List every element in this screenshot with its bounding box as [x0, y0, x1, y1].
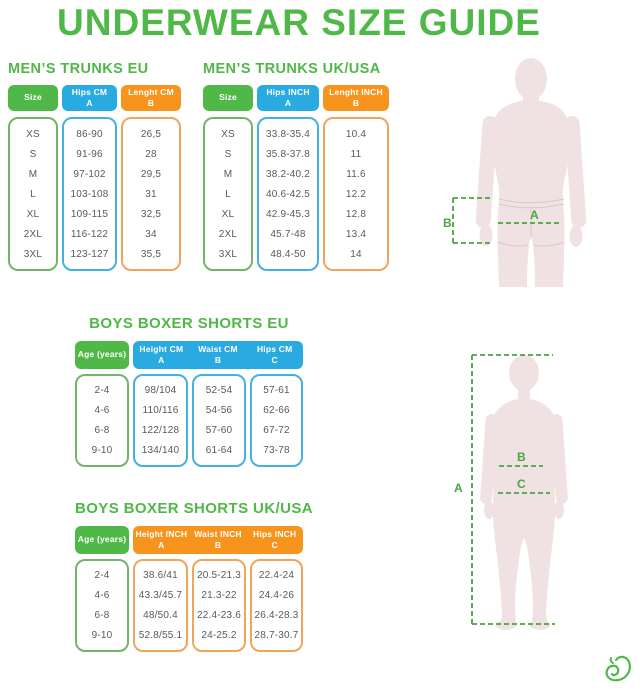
table	[8, 85, 181, 271]
page-title: UNDERWEAR SIZE GUIDE	[57, 2, 541, 43]
boys-boxer-eu-section	[75, 315, 303, 467]
column-header-label: Hips INCH	[253, 528, 297, 539]
table-cell: 42.9-45.3	[265, 208, 311, 220]
table-cell: 52.8/55.1	[138, 629, 183, 641]
boys-boxer-ukusa-section	[75, 500, 313, 652]
table-cell: 38.2-40.2	[265, 168, 311, 180]
table-column-values	[250, 374, 303, 467]
table-column-height	[133, 559, 188, 652]
column-header-label: Size	[24, 92, 42, 103]
table-column-waist	[192, 559, 246, 652]
table-cell: 61-64	[205, 444, 233, 456]
table-cell: 24-25.2	[201, 629, 237, 641]
table-cell: 48/50.4	[143, 609, 178, 621]
table-cell: 6-8	[94, 609, 110, 621]
column-header-sub: C	[271, 540, 278, 550]
table-cell: 24.4-26	[258, 590, 295, 602]
table-cell: 48.4-50	[270, 248, 306, 260]
table-cell: 13.4	[345, 228, 367, 240]
table-cell: L	[30, 188, 36, 200]
mens-trunks-ukusa-section	[203, 61, 389, 271]
table-cell: 110/116	[142, 405, 179, 417]
mens-trunks-eu-section	[8, 61, 181, 271]
table-cell: 134/140	[141, 444, 180, 456]
table-column-values	[8, 117, 58, 271]
column-header-label: Waist CM	[198, 343, 238, 354]
table-cell: S	[224, 148, 232, 160]
table-cell: 3XL	[23, 248, 43, 260]
table-cell: 57-60	[205, 424, 233, 436]
table-cell: 2XL	[23, 228, 43, 240]
table-cell: 20.5-21.3	[196, 570, 242, 582]
table	[203, 85, 389, 271]
table-cell: 103-108	[70, 188, 109, 200]
table-column-height	[133, 374, 188, 467]
table-cell: 62-66	[263, 405, 290, 417]
table-column-values	[203, 117, 253, 271]
column-header-height-inch	[133, 526, 190, 554]
table-cell: 6-8	[94, 424, 110, 436]
table-column-age	[75, 374, 129, 467]
column-header-waist-cm	[190, 341, 247, 369]
column-header-label: Age (years)	[77, 534, 127, 545]
section-heading: BOYS BOXER SHORTS UK/USA	[75, 500, 313, 517]
table-cell: 97-102	[73, 168, 106, 180]
table-cell: 98/104	[144, 385, 177, 397]
table-cell: 22.4-23.6	[196, 609, 242, 621]
table-cell: 40.6-42.5	[265, 188, 311, 200]
table-column-values	[133, 559, 188, 652]
table-column-values	[323, 117, 389, 271]
table-cell: 45.7-48	[270, 228, 306, 240]
table-cell: 3XL	[218, 248, 238, 260]
table-cell: 54-56	[205, 405, 233, 417]
table-header-row	[75, 341, 303, 369]
table-cell: 12.8	[345, 208, 367, 220]
column-header-lenght-cm	[121, 85, 181, 111]
column-header-sub: A	[158, 540, 165, 550]
man-silhouette-figure	[440, 52, 640, 287]
table-column-hips	[250, 559, 303, 652]
table-column-size	[8, 85, 58, 271]
table-cell: 4-6	[94, 405, 110, 417]
table-cell: 122/128	[141, 424, 180, 436]
table-column-values	[75, 374, 129, 467]
column-header-hips-inch	[257, 85, 319, 111]
column-header-waist-inch	[190, 526, 247, 554]
table-cell: 28.7-30.7	[254, 629, 299, 641]
column-header-sub: B	[214, 540, 222, 550]
table-column-length	[121, 85, 181, 271]
table-cell: 9-10	[91, 444, 113, 456]
table-cell: 28	[145, 148, 157, 160]
table-cell: 109-115	[70, 208, 109, 220]
column-header-sub: B	[214, 355, 222, 365]
column-header-label: Age (years)	[77, 349, 127, 360]
table-cell: 14	[350, 248, 362, 260]
table-cell: XS	[221, 128, 235, 140]
column-header-label: Height CM	[139, 343, 184, 354]
table-column-values	[75, 559, 129, 652]
table-cell: 73-78	[263, 444, 290, 456]
column-header-label: Size	[219, 92, 237, 103]
table-cell: 10.4	[345, 128, 367, 140]
table-cell: 2-4	[94, 570, 110, 582]
brand-logo-icon	[602, 654, 634, 684]
column-header-age	[75, 341, 129, 369]
table-cell: 11.6	[346, 168, 366, 180]
column-header-sub: A	[86, 98, 93, 108]
column-header-size	[8, 85, 58, 111]
table-column-values	[257, 117, 319, 271]
table-cell: XL	[221, 208, 235, 220]
column-header-group	[133, 341, 303, 369]
boy-measurement-figure	[440, 340, 630, 640]
column-header-hips-cm	[246, 341, 303, 369]
column-header-height-cm	[133, 341, 190, 369]
measurement-label-a: A	[530, 208, 539, 222]
table-cell: 123-127	[70, 248, 109, 260]
table-cell: 12.2	[345, 188, 367, 200]
table-column-hips	[257, 85, 319, 271]
column-header-sub: A	[284, 98, 292, 108]
table-cell: 35.8-37.8	[265, 148, 311, 160]
section-heading: BOYS BOXER SHORTS EU	[89, 315, 289, 332]
man-silhouette	[475, 58, 587, 287]
table-column-values	[121, 117, 181, 271]
table-column-values	[192, 559, 246, 652]
table-cell: 34	[145, 228, 157, 240]
table-cell: 52-54	[205, 385, 233, 397]
column-header-label: Height INCH	[135, 528, 188, 539]
column-header-sub: B	[147, 98, 155, 108]
table-column-length	[323, 85, 389, 271]
column-header-label: Lenght INCH	[329, 86, 383, 97]
column-header-label: Hips CM	[71, 86, 108, 97]
table-column-hips	[62, 85, 117, 271]
table-cell: 9-10	[91, 629, 113, 641]
column-header-hips-inch	[246, 526, 303, 554]
table-cell: 91-96	[76, 148, 103, 160]
table-cell: XL	[26, 208, 40, 220]
column-header-label: Hips INCH	[266, 86, 310, 97]
measurement-label-a: A	[454, 481, 463, 495]
table-column-waist	[192, 374, 246, 467]
table-cell: 35,5	[140, 248, 162, 260]
table-column-values	[192, 374, 246, 467]
table-cell: M	[28, 168, 38, 180]
column-header-sub: B	[352, 98, 360, 108]
table-cell: 31	[145, 188, 157, 200]
measurement-label-c: C	[517, 477, 526, 491]
table-cell: 22.4-24	[258, 570, 295, 582]
measurement-label-b: B	[517, 450, 526, 464]
measurement-label-b: B	[443, 216, 452, 230]
column-header-size	[203, 85, 253, 111]
table-cell: 26,5	[140, 128, 162, 140]
table-cell: 2-4	[94, 385, 110, 397]
table-column-values	[62, 117, 117, 271]
table-cell: 4-6	[94, 590, 110, 602]
table-cell: 32,5	[140, 208, 162, 220]
table-column-values	[133, 374, 188, 467]
column-header-age	[75, 526, 129, 554]
section-heading: MEN’S TRUNKS UK/USA	[203, 61, 381, 77]
table	[75, 374, 303, 467]
table-column-age	[75, 559, 129, 652]
section-heading: MEN’S TRUNKS EU	[8, 61, 149, 77]
man-measurement-figure	[440, 52, 640, 287]
table-cell: 21.3-22	[201, 590, 237, 602]
table-cell: S	[29, 148, 37, 160]
column-header-hips-cm	[62, 85, 117, 111]
column-header-label: Lenght CM	[128, 86, 174, 97]
table-cell: 26.4-28.3	[254, 609, 299, 621]
column-header-sub: C	[271, 355, 278, 365]
table-cell: XS	[26, 128, 40, 140]
table-cell: 86-90	[76, 128, 103, 140]
column-header-lenght-inch	[323, 85, 389, 111]
table-cell: 33.8-35.4	[265, 128, 311, 140]
table-cell: 116-122	[70, 228, 109, 240]
column-header-label: Waist INCH	[194, 528, 242, 539]
table-header-row	[75, 526, 303, 554]
table-cell: 57-61	[263, 385, 290, 397]
table-cell: 2XL	[218, 228, 238, 240]
column-header-label: Hips CM	[256, 343, 293, 354]
table-column-size	[203, 85, 253, 271]
boy-silhouette-figure	[440, 340, 630, 640]
table-cell: 38.6/41	[143, 570, 178, 582]
table-cell: 11	[350, 148, 362, 160]
table	[75, 559, 303, 652]
table-cell: 67-72	[263, 424, 290, 436]
column-header-sub: A	[158, 355, 165, 365]
table-cell: 43.3/45.7	[138, 590, 183, 602]
table-cell: L	[225, 188, 231, 200]
table-cell: M	[223, 168, 233, 180]
table-column-values	[250, 559, 303, 652]
column-header-group	[133, 526, 303, 554]
table-column-hips	[250, 374, 303, 467]
table-cell: 29,5	[140, 168, 162, 180]
